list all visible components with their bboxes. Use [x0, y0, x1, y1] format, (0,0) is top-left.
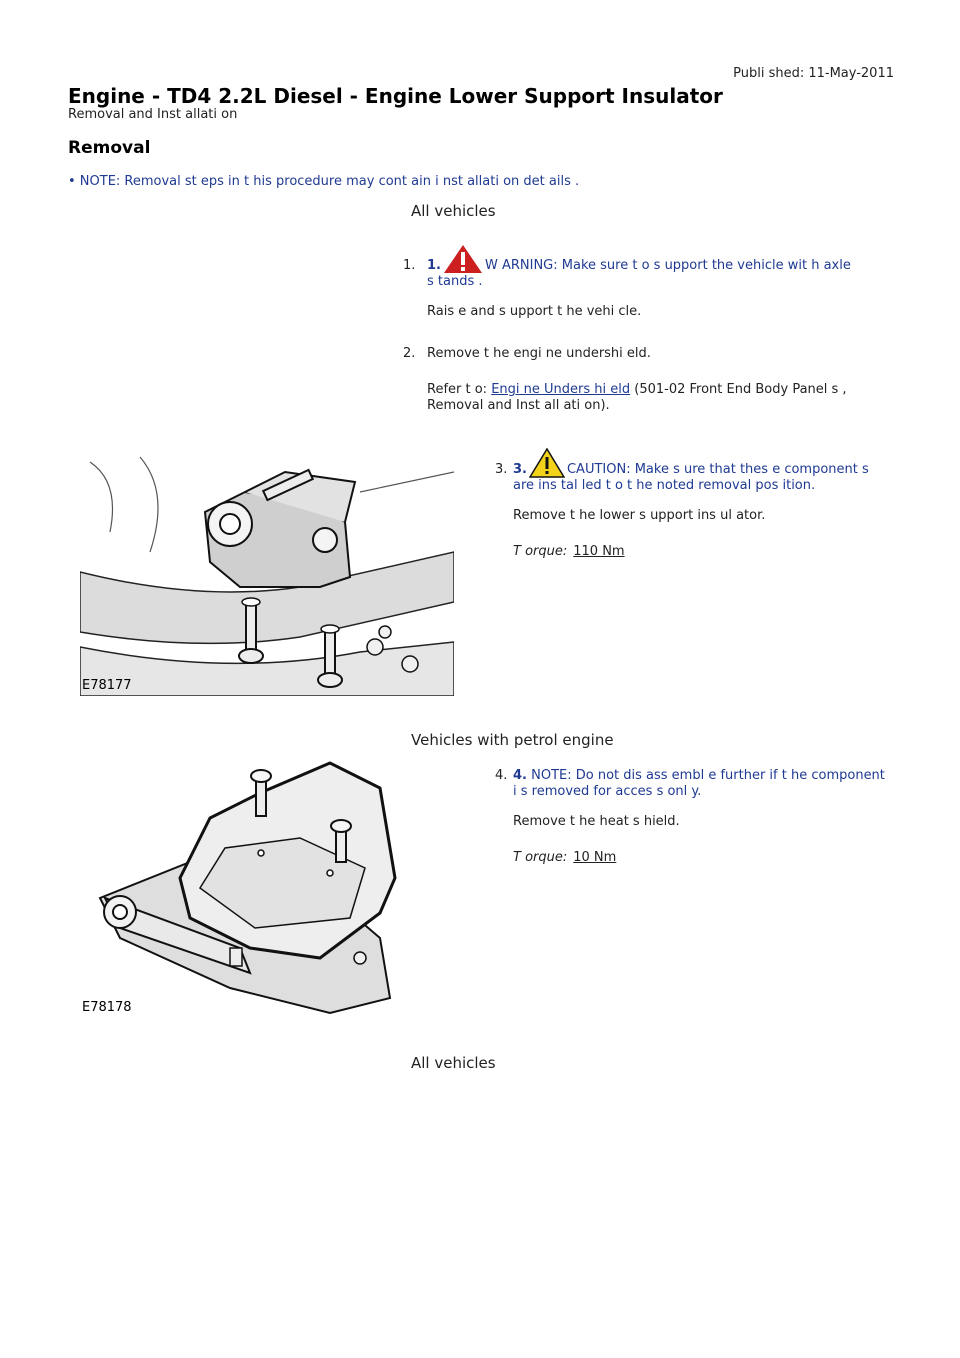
step-number: 2.	[403, 346, 416, 361]
warning-triangle-icon	[443, 244, 483, 274]
torque-value: 110 Nm	[573, 544, 625, 559]
step-3	[513, 446, 893, 560]
caution-text-cont: are ins tal led t o t he noted removal pos ition.	[513, 478, 816, 493]
warning-text-cont: s tands .	[427, 274, 483, 289]
group-label-all-vehicles-2: All vehicles	[411, 1054, 496, 1072]
torque-spec	[513, 850, 893, 866]
note-text-cont: i s removed for acces s onl y.	[513, 784, 702, 799]
step-1-instruction: Rais e and s upport t he vehi cle.	[427, 304, 642, 319]
group-label-all-vehicles: All vehicles	[411, 202, 496, 220]
step-2-instruction: Remove t he engi ne undershi eld.	[427, 346, 651, 361]
caution-triangle-icon	[529, 448, 565, 478]
figure-lower-support-insulator	[80, 452, 454, 696]
figure-code: E78177	[82, 678, 132, 693]
step-4	[513, 768, 893, 866]
section-heading: Removal	[68, 138, 151, 158]
step-2-reference	[427, 382, 867, 414]
step-3-bold-num: 3.	[513, 462, 527, 477]
refer-prefix: Refer t o:	[427, 382, 488, 397]
figure-heat-shield	[80, 748, 400, 1018]
removal-note: • NOTE: Removal st eps in t his procedure may cont ain i nst allati on det ails .	[68, 174, 580, 189]
caution-text: CAUTION: Make s ure that thes e component s	[566, 462, 869, 477]
group-label-petrol: Vehicles with petrol engine	[411, 731, 614, 749]
step-4-instruction: Remove t he heat s hield.	[513, 814, 680, 829]
page-subtitle: Removal and Inst allati on	[68, 107, 238, 122]
refer-suffix: (501-02 Front End Body Panel s ,	[634, 382, 847, 397]
figure-code: E78178	[82, 1000, 132, 1015]
step-2	[427, 346, 867, 414]
step-1-bold-num: 1.	[427, 258, 441, 273]
step-number: 4.	[495, 768, 508, 783]
note-text: NOTE: Do not dis ass embl e further if t he component	[526, 768, 885, 783]
engine-undershield-link[interactable]: Engi ne Unders hi eld	[491, 382, 631, 397]
step-1	[427, 242, 867, 320]
step-3-instruction: Remove t he lower s upport ins ul ator.	[513, 508, 766, 523]
torque-label: T orque:	[513, 544, 568, 559]
torque-label: T orque:	[513, 850, 568, 865]
warning-text: W ARNING: Make sure t o s upport the vehicle wit h axle	[484, 258, 851, 273]
refer-suffix-cont: Removal and Inst all ati on).	[427, 398, 610, 413]
step-number: 3.	[495, 462, 508, 477]
step-number: 1.	[403, 258, 416, 273]
torque-spec	[513, 544, 893, 560]
step-4-bold-num: 4.	[513, 768, 527, 783]
torque-value: 10 Nm	[573, 850, 617, 865]
published-date: Publi shed: 11-May-2011	[733, 66, 894, 81]
page-title: Engine - TD4 2.2L Diesel - Engine Lower Support Insulator	[68, 84, 723, 108]
